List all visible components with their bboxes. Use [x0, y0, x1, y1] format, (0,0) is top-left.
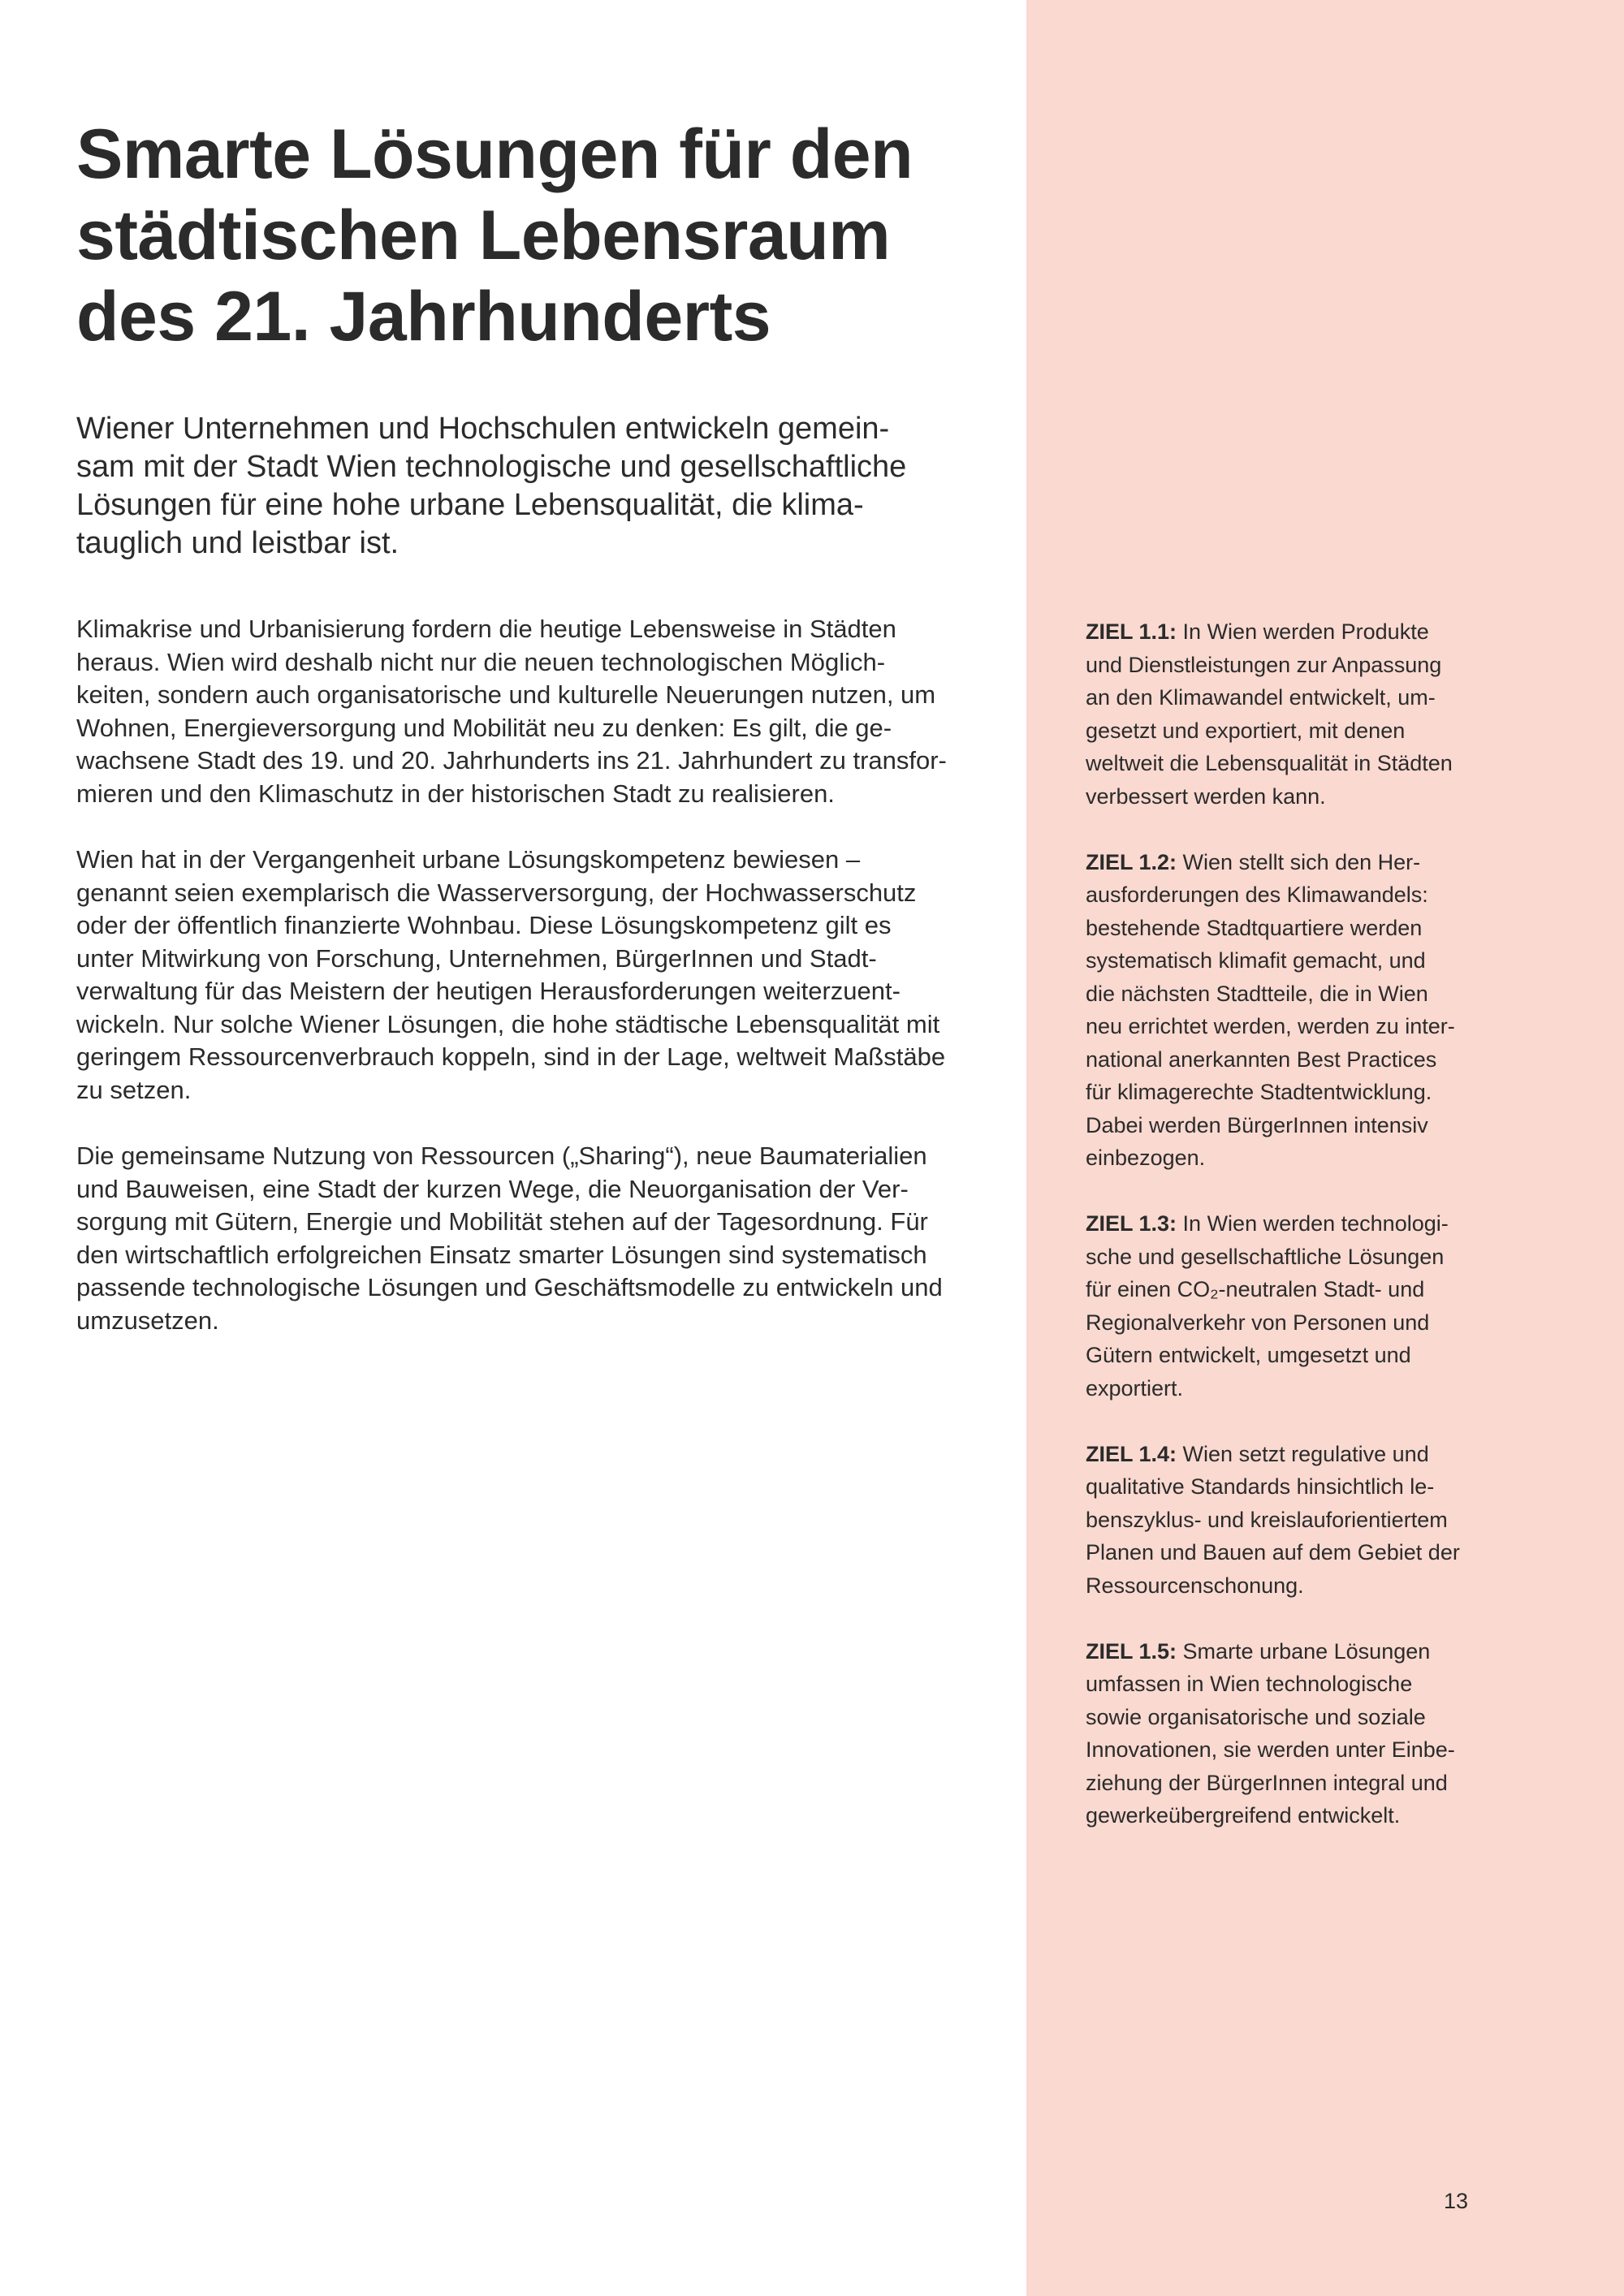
page-title: [76, 114, 994, 357]
body-line: geringem Ressourcenverbrauch koppeln, sind in der Lage, weltweit Maßstäbe: [76, 1042, 946, 1071]
body-line: genannt seien exemplarisch die Wasserversorgung, der Hochwasserschutz: [76, 878, 917, 907]
goal-label: ZIEL 1.1:: [1086, 619, 1177, 644]
goal-line: umfassen in Wien technologische: [1086, 1672, 1413, 1696]
body-line: unter Mitwirkung von Forschung, Unternehmen, BürgerInnen und Stadt-: [76, 943, 877, 973]
goal-line: sowie organisatorische und soziale: [1086, 1704, 1426, 1729]
page-number: 13: [1443, 2189, 1468, 2213]
body-line: passende technologische Lösungen und Geschäftsmodelle zu entwickeln und: [76, 1273, 943, 1301]
goal-label: ZIEL 1.3:: [1086, 1211, 1177, 1236]
body-line: sorgung mit Gütern, Energie und Mobilität stehen auf der Tagesordnung. Für: [76, 1207, 928, 1236]
goal-line: Ressourcenschonung.: [1086, 1573, 1304, 1598]
goal-line: die nächsten Stadtteile, die in Wien: [1086, 981, 1428, 1006]
goal-line: exportiert.: [1086, 1375, 1184, 1400]
goal-first-line: In Wien werden technologi-: [1177, 1211, 1449, 1236]
lead-line: tauglich und leistbar ist.: [76, 526, 400, 560]
lead-line: sam mit der Stadt Wien technologische und gesellschaftliche: [76, 450, 907, 484]
goal-line: für einen CO₂-neutralen Stadt- und: [1086, 1277, 1425, 1301]
body-text: [76, 613, 1010, 1370]
goal-label: ZIEL 1.4:: [1086, 1441, 1177, 1466]
body-line: heraus. Wien wird deshalb nicht nur die neuen technologischen Möglich-: [76, 647, 886, 676]
body-line: Klimakrise und Urbanisierung fordern die heutige Lebensweise in Städten: [76, 615, 896, 643]
body-line: keiten, sondern auch organisatorische und kulturelle Neuerungen nutzen, um: [76, 680, 936, 709]
title-line: des 21. Jahrhunderts: [76, 278, 771, 356]
goal-label: ZIEL 1.5:: [1086, 1638, 1177, 1664]
goal-line: einbezogen.: [1086, 1146, 1206, 1170]
body-line: Die gemeinsame Nutzung von Ressourcen („Sharing“), neue Baumaterialien: [76, 1142, 927, 1170]
goal-first-line: Smarte urbane Lösungen: [1177, 1638, 1431, 1664]
goal-line: ziehung der BürgerInnen integral und: [1086, 1770, 1448, 1795]
body-line: oder der öffentlich finanzierte Wohnbau. Diese Lösungskompetenz gilt es: [76, 911, 892, 939]
goal-line: und Dienstleistungen zur Anpassung: [1086, 652, 1442, 677]
title-line: Smarte Lösungen für den: [76, 115, 914, 193]
goal-line: systematisch klimafit gemacht, und: [1086, 948, 1426, 973]
body-line: mieren und den Klimaschutz in der historischen Stadt zu realisieren.: [76, 779, 835, 808]
goal-line: gewerkeübergreifend entwickelt.: [1086, 1803, 1401, 1828]
goal-line: verbessert werden kann.: [1086, 783, 1326, 809]
goal-1-3: [1086, 1207, 1581, 1405]
goal-line: Planen und Bauen auf dem Gebiet der: [1086, 1540, 1460, 1564]
goal-line: Gütern entwickelt, umgesetzt und: [1086, 1343, 1411, 1367]
body-line: und Bauweisen, eine Stadt der kurzen Wege, die Neuorganisation der Ver-: [76, 1174, 909, 1203]
goal-1-1: [1086, 615, 1581, 813]
goal-line: national anerkannten Best Practices: [1086, 1047, 1437, 1072]
body-line: wickeln. Nur solche Wiener Lösungen, die hohe städtische Lebensqualität mit: [76, 1009, 940, 1038]
body-paragraph: [76, 1140, 1010, 1337]
lead-line: Wiener Unternehmen und Hochschulen entwickeln gemein-: [76, 412, 890, 446]
body-line: verwaltung für das Meistern der heutigen Herausforderungen weiterzuent-: [76, 977, 901, 1005]
goal-first-line: In Wien werden Produkte: [1177, 619, 1429, 644]
goal-1-5: [1086, 1635, 1581, 1832]
body-line: zu setzen.: [76, 1075, 192, 1104]
goal-line: ausforderungen des Klimawandels:: [1086, 883, 1428, 907]
goal-line: an den Klimawandel entwickelt, um-: [1086, 685, 1436, 710]
goal-line: Regionalverkehr von Personen und: [1086, 1310, 1430, 1335]
body-line: wachsene Stadt des 19. und 20. Jahrhunderts ins 21. Jahrhundert zu transfor-: [76, 746, 947, 775]
goal-line: Innovationen, sie werden unter Einbe-: [1086, 1737, 1455, 1762]
goal-line: Dabei werden BürgerInnen intensiv: [1086, 1112, 1428, 1137]
body-paragraph: [76, 613, 1010, 810]
goal-1-4: [1086, 1438, 1581, 1603]
goal-first-line: Wien stellt sich den Her-: [1177, 849, 1421, 874]
body-line: Wohnen, Energieversorgung und Mobilität neu zu denken: Es gilt, die ge-: [76, 713, 892, 742]
lead-line: Lösungen für eine hohe urbane Lebensqualität, die klima-: [76, 488, 864, 522]
goal-line: gesetzt und exportiert, mit denen: [1086, 718, 1406, 743]
goal-line: qualitative Standards hinsichtlich le-: [1086, 1474, 1435, 1499]
goal-first-line: Wien setzt regulative und: [1177, 1441, 1429, 1466]
body-line: den wirtschaftlich erfolgreichen Einsatz smarter Lösungen sind systematisch: [76, 1240, 927, 1269]
goal-line: benszyklus- und kreislauforientiertem: [1086, 1507, 1448, 1532]
goals-sidebar: [1086, 615, 1581, 1865]
body-line: umzusetzen.: [76, 1306, 219, 1335]
title-line: städtischen Lebensraum: [76, 196, 891, 274]
goal-line: weltweit die Lebensqualität in Städten: [1086, 751, 1453, 775]
goal-1-2: [1086, 846, 1581, 1175]
goal-line: neu errichtet werden, werden zu inter-: [1086, 1014, 1455, 1038]
lead-paragraph: [76, 410, 1002, 563]
goal-label: ZIEL 1.2:: [1086, 849, 1177, 874]
body-paragraph: [76, 844, 1010, 1107]
goal-line: bestehende Stadtquartiere werden: [1086, 915, 1423, 940]
body-line: Wien hat in der Vergangenheit urbane Lösungskompetenz bewiesen –: [76, 845, 861, 874]
goal-line: sche und gesellschaftliche Lösungen: [1086, 1244, 1445, 1269]
goal-line: für klimagerechte Stadtentwicklung.: [1086, 1080, 1432, 1104]
